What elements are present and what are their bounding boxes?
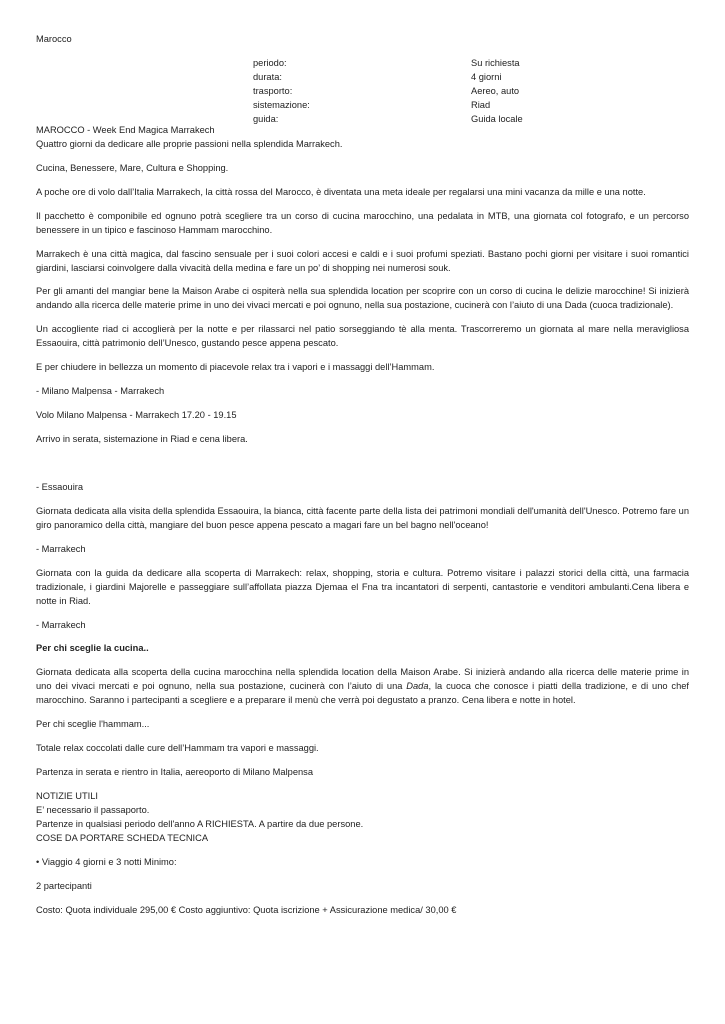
day2-heading: - Essaouira [36, 481, 84, 492]
description-paragraph: Il pacchetto è componibile ed ognuno potrà scegliere tra un corso di cucina marocchino, una pedalata in MTB, una giornata col fotografo, e un percorso benessere in un tipico e fascinoso Hammam marocchino. [36, 210, 689, 235]
cooking-text-part: Giornata dedicata alla scoperta della cucina marocchina nella splendida location della Maison Arabe. Si inizierà andando alla ricerca delle materie prime in uno dei vivaci mercati e poi ognuno, nella sua postazione, cucinerà con l’aiuto di una [36, 667, 689, 692]
detail-label: durata: [253, 71, 282, 82]
country-heading: Marocco [36, 34, 72, 44]
day4-heading: - Marrakech [36, 619, 86, 630]
useful-info [36, 790, 689, 846]
tags-text: Cucina, Benessere, Mare, Cultura e Shopping. [36, 162, 229, 173]
detail-row-period [253, 57, 689, 71]
cooking-option-text [36, 666, 689, 708]
departure-text: Partenza in serata e rientro in Italia, aereoporto di Milano Malpensa [36, 767, 313, 778]
detail-value: Aereo, auto [471, 85, 520, 96]
detail-row-accommodation [253, 99, 689, 113]
intro-text: Quattro giorni da dedicare alle proprie passioni nella splendida Marrakech. [36, 138, 343, 149]
detail-label: guida: [253, 113, 279, 124]
detail-value: 4 giorni [471, 71, 502, 82]
description-paragraph: Marrakech è una città magica, dal fascino sensuale per i suoi colori accesi e caldi e i suoi profumi speziati. Bastano pochi giorni per visitare i suoi romantici giardini, lasciarsi coinvolgere dalla vivacità della medina e fare un po’ di shopping nei numerosi souk. [36, 248, 689, 273]
day2-text: Giornata dedicata alla visita della splendida Essaouira, la bianca, città facente parte della lista dei patrimoni mondiali dell'umanità dell'Unesco. Potremo fare un giro panoramico della città, mangiare del buon pesce appena pescato a magari fare un bel bagno nell'oceano! [36, 505, 689, 530]
description-paragraph: A poche ore di volo dall’Italia Marrakech, la città rossa del Marocco, è diventata una meta ideale per regalarsi una mini vacanza da mille e una notte. [36, 186, 646, 197]
day3-text: Giornata con la guida da dedicare alla scoperta di Marrakech: relax, shopping, storia e cultura. Potremo visitare i palazzi storici della città, una farmacia tradizionale, i giardini Majorelle e passeggiare sull’affollata piazza Djemaa el Fna tra incantatori di serpenti, cantastorie e venditori ambulanti.Cena libera e notte in Riad. [36, 567, 689, 606]
day3-heading: - Marrakech [36, 543, 86, 554]
day1-text: Arrivo in serata, sistemazione in Riad e cena libera. [36, 434, 248, 444]
document-page [36, 33, 689, 928]
tech-trip: • Viaggio 4 giorni e 3 notti Minimo: [36, 856, 177, 867]
useful-info-bring: COSE DA PORTARE SCHEDA TECNICA [36, 832, 209, 843]
description-paragraph: E per chiudere in bellezza un momento di piacevole relax tra i vapori e i massaggi dell’Hammam. [36, 362, 435, 373]
day1-heading: - Milano Malpensa - Marrakech [36, 386, 165, 397]
detail-row-transport [253, 85, 689, 99]
tech-cost: Costo: Quota individuale 295,00 € Costo aggiuntivo: Quota iscrizione + Assicurazione medica/ 30,00 € [36, 904, 457, 915]
detail-label: sistemazione: [253, 99, 310, 110]
useful-info-departures: Partenze in qualsiasi periodo dell'anno A RICHIESTA. A partire da due persone. [36, 818, 364, 829]
description-paragraph: Un accogliente riad ci accoglierà per la notte e per rilassarci nel patio sorseggiando tè alla menta. Trascorreremo un giornata al mare nella meravigliosa Essaouira, città patrimonio dell’Unesco, gustando pesce appena pescato. [36, 324, 689, 349]
cooking-text-italic: Dada [406, 681, 429, 692]
hammam-option-text: Totale relax coccolati dalle cure dell’Hammam tra vapori e massaggi. [36, 743, 319, 754]
day1-flight: Volo Milano Malpensa - Marrakech 17.20 - 19.15 [36, 410, 237, 421]
detail-value: Guida locale [471, 113, 523, 124]
detail-label: trasporto: [253, 85, 293, 96]
detail-value: Riad [471, 99, 491, 110]
detail-label: periodo: [253, 57, 287, 68]
detail-row-guide [253, 113, 689, 127]
detail-value: Su richiesta [471, 57, 520, 68]
cooking-text-part: , la cuoca che conosce i piatti della tradizione, e di uno chef marocchino. Saranno i partecipanti a scegliere e a preparare il menù che verrà poi degustato a pranzo. Cena libera e notte in hotel. [36, 681, 689, 706]
cooking-option-title: Per chi sceglie la cucina.. [36, 643, 149, 654]
spacer [36, 846, 689, 856]
trip-title: MAROCCO - Week End Magica Marrakech [36, 124, 215, 135]
useful-info-passport: E’ necessario il passaporto. [36, 804, 150, 815]
useful-info-title: NOTIZIE UTILI [36, 791, 98, 801]
hammam-option-title: Per chi sceglie l'hammam... [36, 719, 150, 730]
description-paragraph: Per gli amanti del mangiar bene la Maison Arabe ci ospiterà nella sua splendida location per scoprire con un corso di cucina le delizie marocchine! Si inizierà andando alla ricerca delle materie prime in uno dei vivaci mercati e poi ognuno, nella sua postazione, cucinerà con l’aiuto di una Dada (cuoca tradizionale). [36, 286, 689, 311]
detail-row-duration [253, 71, 689, 85]
tech-participants: 2 partecipanti [36, 880, 92, 891]
spacer [36, 457, 689, 481]
trip-details-table [36, 57, 689, 124]
